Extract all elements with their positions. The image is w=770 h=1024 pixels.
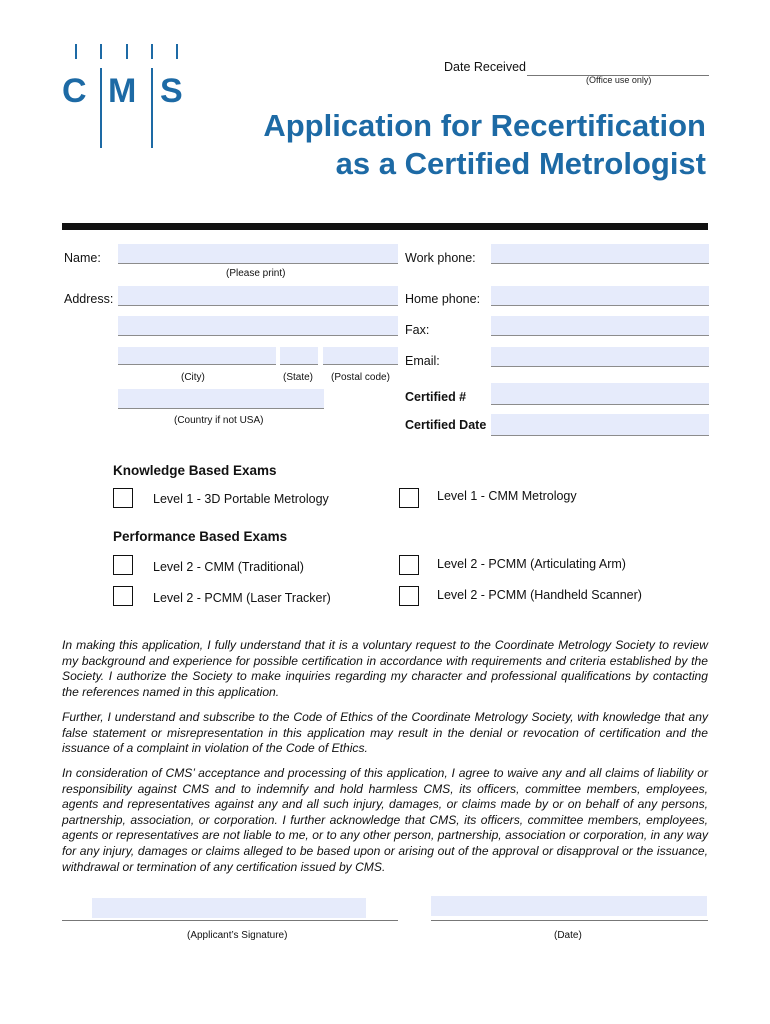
postal-code-field[interactable] — [323, 347, 398, 365]
signature-date-label: (Date) — [554, 930, 582, 941]
signature-line — [62, 920, 398, 921]
postal-code-label: (Postal code) — [331, 372, 390, 383]
logo-letter-s: S — [160, 72, 183, 110]
city-label: (City) — [181, 372, 205, 383]
work-phone-field[interactable] — [491, 244, 709, 264]
logo-letter-c: C — [62, 72, 87, 110]
work-phone-label: Work phone: — [405, 251, 476, 265]
address-line2-field[interactable] — [118, 316, 398, 336]
level1-cmm-label: Level 1 - CMM Metrology — [437, 489, 577, 503]
level2-pcmm-articulating-arm-label: Level 2 - PCMM (Articulating Arm) — [437, 557, 626, 571]
level2-cmm-traditional-label: Level 2 - CMM (Traditional) — [153, 560, 304, 574]
applicant-signature-label: (Applicant’s Signature) — [187, 930, 288, 941]
logo-tick-mark — [151, 44, 153, 59]
page-title-line2: as a Certified Metrologist — [335, 146, 706, 181]
address-line1-field[interactable] — [118, 286, 398, 306]
address-label: Address: — [64, 292, 114, 306]
name-field[interactable] — [118, 244, 398, 264]
knowledge-exams-heading: Knowledge Based Exams — [113, 463, 277, 478]
applicant-signature-field[interactable] — [92, 898, 366, 918]
home-phone-field[interactable] — [491, 286, 709, 306]
state-label: (State) — [283, 372, 314, 383]
email-field[interactable] — [491, 347, 709, 367]
city-field[interactable] — [118, 347, 276, 365]
logo-divider — [151, 68, 153, 148]
header-divider — [62, 223, 708, 230]
level1-cmm-checkbox[interactable] — [399, 488, 419, 508]
level2-pcmm-laser-tracker-label: Level 2 - PCMM (Laser Tracker) — [153, 591, 331, 605]
liability-waiver-paragraph: In consideration of CMS’ acceptance and processing of this application, I agree to waive any and all claims of liability or responsibility against CMS and to indemnify and hold harmless CMS, its officers, committee members, employees, agents and representatives against any and all such injury, damages, or claims made by or on behalf of any persons, partnership, association, or corporation. I further acknowledge that CMS, its officers, committee members, employees, agents or representatives are not liable to me, or to any other person, partnership, association or corporation, in any way for any injury, damages or claims alleged to be based upon or arising out of the approval or disapproval or the issuance, withdrawal or termination of any certification issued by CMS. — [62, 766, 708, 874]
logo-letter-m: M — [108, 72, 137, 110]
page-title-line1: Application for Recertification — [263, 108, 706, 143]
level2-pcmm-laser-tracker-checkbox[interactable] — [113, 586, 133, 606]
level1-3d-portable-checkbox[interactable] — [113, 488, 133, 508]
logo-tick-mark — [176, 44, 178, 59]
certified-number-label: Certified # — [405, 390, 467, 404]
email-label: Email: — [405, 354, 440, 368]
logo-tick-mark — [126, 44, 128, 59]
office-use-note: (Office use only) — [586, 75, 652, 85]
date-received-field[interactable] — [527, 60, 709, 76]
country-field[interactable] — [118, 389, 324, 409]
date-line — [431, 920, 708, 921]
signature-date-field[interactable] — [431, 896, 707, 916]
certified-number-field[interactable] — [491, 383, 709, 405]
application-statement-paragraph: In making this application, I fully understand that it is a voluntary request to the Coordinate Metrology Society to review my background and experience for possible certification in accordance with requirements and criteria established by the Society. I authorize the Society to make inquiries regarding my character and professional qualifications by contacting the references named in this application. — [62, 638, 708, 699]
date-received-label: Date Received — [444, 60, 526, 74]
fax-field[interactable] — [491, 316, 709, 336]
certified-date-label: Certified Date — [405, 418, 487, 432]
name-label: Name: — [64, 251, 101, 265]
home-phone-label: Home phone: — [405, 292, 481, 306]
logo-tick-mark — [75, 44, 77, 59]
performance-exams-heading: Performance Based Exams — [113, 529, 288, 544]
level2-pcmm-handheld-scanner-label: Level 2 - PCMM (Handheld Scanner) — [437, 588, 642, 602]
level2-pcmm-articulating-arm-checkbox[interactable] — [399, 555, 419, 575]
country-label: (Country if not USA) — [174, 415, 264, 426]
code-of-ethics-paragraph: Further, I understand and subscribe to the Code of Ethics of the Coordinate Metrology Society, with knowledge that any false statement or misrepresentation in this application may result in the denial or revocation of certification and the issuance of a complaint in violation of the Code of Ethics. — [62, 710, 708, 756]
level1-3d-portable-label: Level 1 - 3D Portable Metrology — [153, 492, 329, 506]
logo-tick-mark — [100, 44, 102, 59]
certified-date-field[interactable] — [491, 414, 709, 436]
level2-pcmm-handheld-scanner-checkbox[interactable] — [399, 586, 419, 606]
please-print-note: (Please print) — [226, 268, 286, 279]
level2-cmm-traditional-checkbox[interactable] — [113, 555, 133, 575]
state-field[interactable] — [280, 347, 318, 365]
fax-label: Fax: — [405, 323, 430, 337]
logo-divider — [100, 68, 102, 148]
